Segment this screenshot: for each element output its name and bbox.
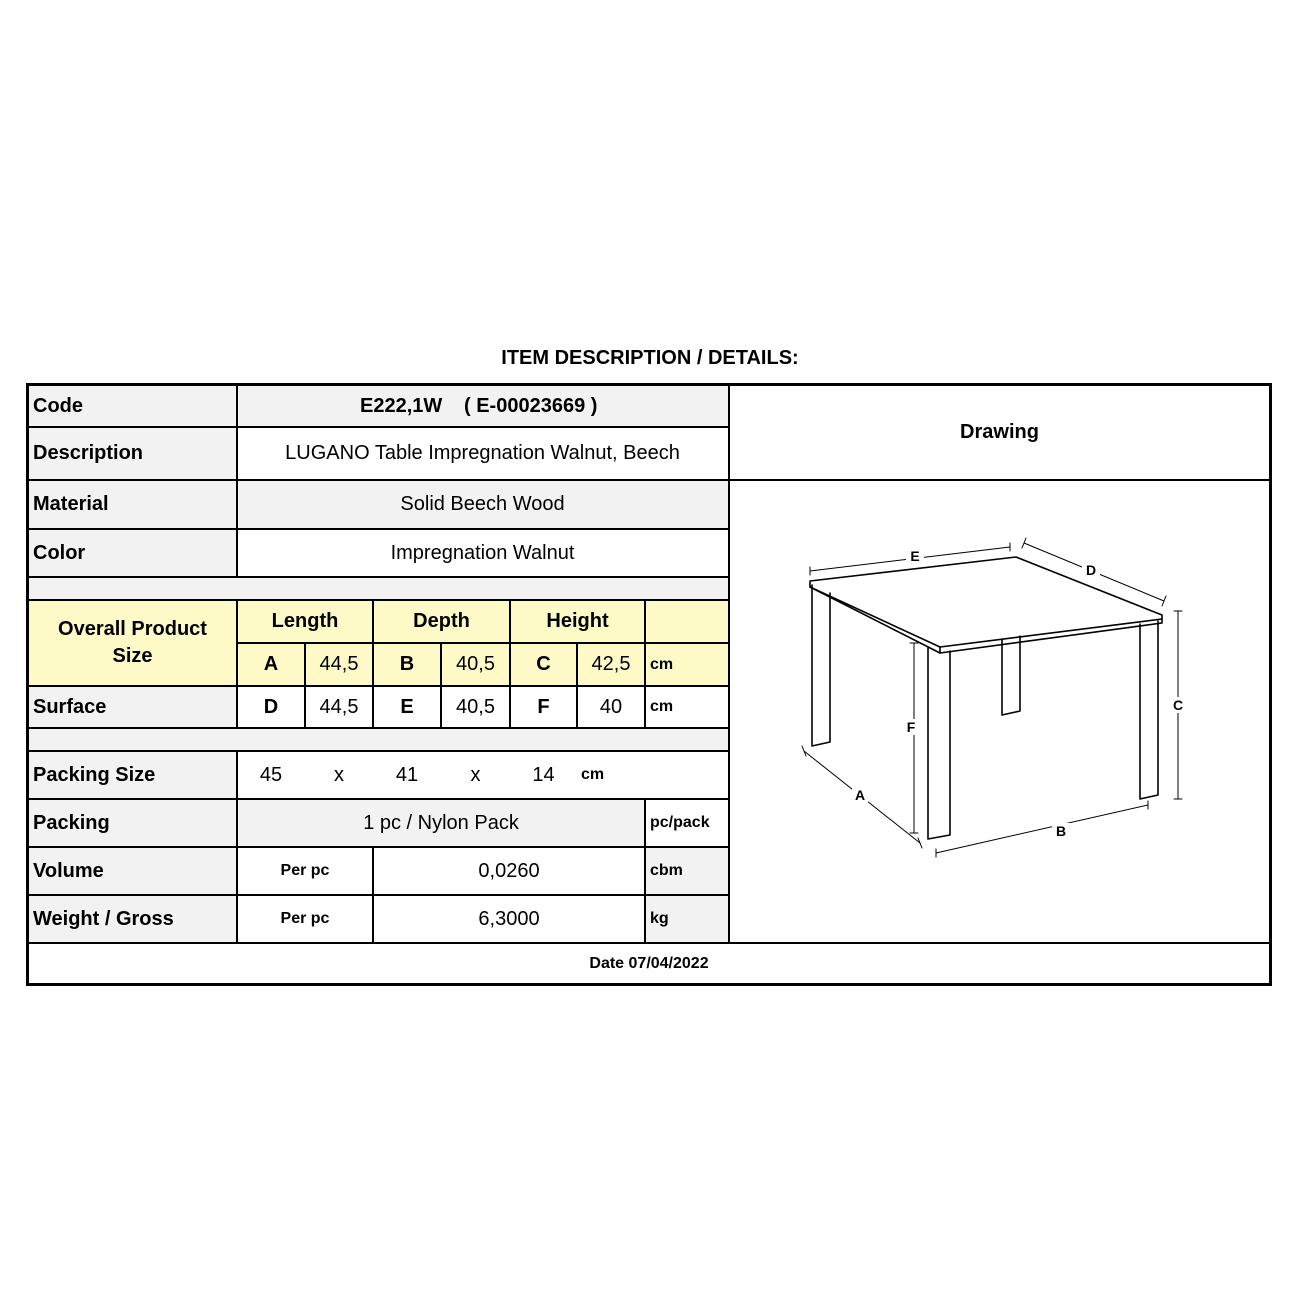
dim-e-value: 40,5	[456, 695, 495, 718]
height-header: Height	[546, 610, 609, 632]
volume-value: 0,0260	[478, 859, 540, 882]
drawing-label-d: D	[1085, 562, 1097, 578]
dim-line-f	[910, 643, 918, 833]
dim-b-value: 40,5	[456, 653, 495, 675]
packing-value: 1 pc / Nylon Pack	[363, 811, 519, 834]
dim-d-letter: D	[263, 695, 279, 718]
tabletop	[810, 557, 1162, 653]
drawing-label-e: E	[910, 548, 920, 564]
drawing-label-b: B	[1055, 823, 1067, 839]
volume-unit: cbm	[650, 862, 683, 879]
packing-size-x2: x	[470, 763, 481, 786]
weight-value: 6,3000	[478, 907, 540, 930]
color-label: Color	[33, 541, 86, 564]
tabletop-edge	[810, 587, 1162, 647]
shade-spacer-1	[29, 576, 729, 600]
volume-per: Per pc	[280, 862, 330, 879]
volume-label: Volume	[33, 859, 104, 882]
weight-per: Per pc	[280, 910, 330, 927]
date: Date 07/04/2022	[589, 954, 709, 972]
table-drawing	[730, 481, 1269, 941]
description-value: LUGANO Table Impregnation Walnut, Beech	[285, 442, 680, 464]
color-value: Impregnation Walnut	[390, 541, 575, 564]
material-value: Solid Beech Wood	[400, 493, 565, 515]
dim-d-value: 44,5	[319, 695, 359, 718]
leg-front-left	[928, 648, 950, 839]
depth-header: Depth	[413, 610, 470, 632]
overall-unit: cm	[650, 655, 674, 673]
packing-size-label: Packing Size	[33, 763, 156, 786]
weight-unit: kg	[650, 910, 669, 927]
packing-size-height: 14	[532, 763, 555, 786]
length-header: Length	[271, 610, 339, 632]
dim-c-value: 42,5	[591, 653, 631, 675]
leg-back-left	[812, 585, 830, 746]
packing-size-x1: x	[334, 763, 344, 786]
page-title: ITEM DESCRIPTION / DETAILS:	[501, 347, 799, 369]
line	[29, 727, 729, 729]
dim-f-value: 40	[599, 695, 623, 718]
dim-a-letter: A	[263, 653, 279, 675]
drawing-label-f: F	[906, 719, 916, 735]
surface-label: Surface	[33, 695, 107, 718]
dim-c-letter: C	[536, 653, 551, 675]
surface-unit: cm	[650, 698, 674, 715]
dim-b-letter: B	[399, 653, 415, 675]
line	[29, 576, 729, 578]
packing-size-width: 41	[395, 763, 419, 786]
weight-label: Weight / Gross	[33, 907, 174, 930]
dim-a-value: 44,5	[319, 653, 359, 675]
packing-label: Packing	[33, 811, 110, 834]
code-value: E222,1W	[360, 395, 443, 417]
drawing-label-c: C	[1172, 697, 1184, 713]
dim-e-letter: E	[400, 695, 414, 718]
shade-spacer-2	[29, 727, 729, 751]
leg-back-right	[1002, 636, 1020, 715]
drawing-header: Drawing	[960, 421, 1039, 443]
dim-line-b	[936, 801, 1148, 857]
overall-size-label: Overall Product Size	[58, 618, 207, 667]
leg-front-right	[1140, 621, 1158, 799]
code-reference: ( E-00023669 )	[464, 395, 598, 417]
drawing-label-a: A	[854, 787, 866, 803]
spec-sheet	[26, 383, 1272, 986]
packing-unit: pc/pack	[650, 814, 710, 831]
dim-f-letter: F	[537, 695, 550, 718]
code-label: Code	[33, 395, 83, 417]
material-label: Material	[33, 493, 109, 515]
packing-size-unit: cm	[581, 766, 605, 783]
packing-size-length: 45	[259, 763, 283, 786]
description-label: Description	[33, 442, 144, 464]
